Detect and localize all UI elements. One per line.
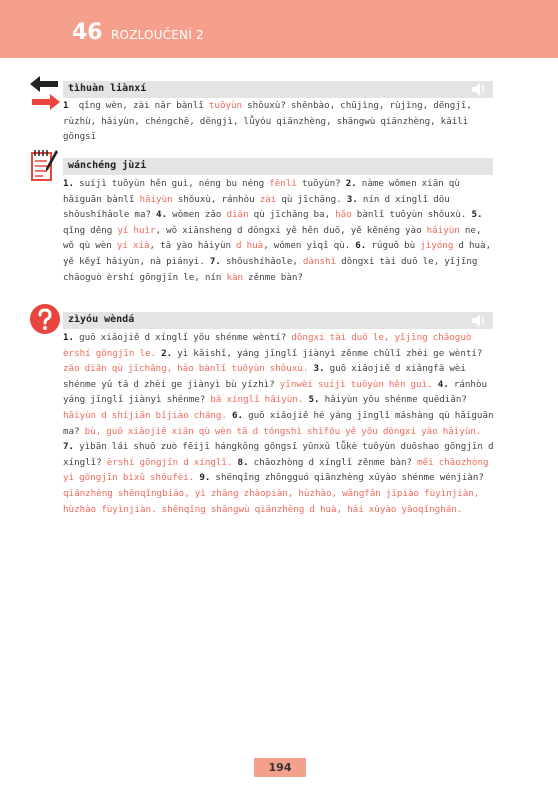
answer-text: bù, guō xiǎojiě xiān qù wèn tā d tóngshì shìfǒu yě yǒu dōngxi yào hǎiyùn. [84, 425, 482, 437]
item-number: 2. [345, 178, 357, 189]
question-text: yìbān lái shuō zuò fēijī hángkōng gōngsī yǔnxǔ lǚkè tuōyùn duōshao gōngjīn d xínglǐ? [63, 441, 494, 468]
item-number: 1. [63, 332, 75, 343]
arrows-icon [30, 76, 60, 110]
item-number: 5. [471, 209, 483, 221]
question-mark-icon [30, 304, 60, 334]
text: qǐng wèn, zài nǎr bànlǐ [78, 100, 209, 111]
question-text: chāozhòng d xínglǐ zěnme bàn? [248, 456, 418, 468]
answer-text: bǎ xínglǐ hǎiyùn. [210, 394, 304, 406]
question-text: hǎiyùn yǒu shénme quēdiǎn? [319, 394, 467, 406]
item-number: 4. [156, 209, 168, 221]
item-number: 6. [232, 409, 244, 421]
highlight-text: d huà [236, 240, 264, 252]
exercise-complete-sentences [63, 176, 495, 285]
question-text: guō xiǎojiě d xiǎngfǎ wèi shénme yǔ tā d zhèi ge jiànyì bù yízhì? [63, 363, 466, 390]
text: qǐng děng [63, 224, 118, 236]
item-number: 4. [437, 378, 449, 390]
section-title: wánchéng jùzi [68, 160, 147, 171]
item-number: 5. [308, 394, 320, 406]
exercise-paragraph [63, 176, 495, 285]
exercise-line [63, 98, 495, 145]
lesson-header-bar [0, 0, 558, 58]
notepad-pen-icon [31, 148, 59, 182]
item-number: 3. [313, 363, 325, 375]
question-text: ránhòu yáng jīnglǐ jiànyì shénme? [63, 378, 488, 406]
item-number: 9. [199, 472, 211, 484]
lesson-title: ROZLOUČENÍ 2 [111, 28, 204, 42]
highlight-text: hǎiyùn [139, 193, 173, 205]
text: nín d xínglǐ dōu shōushíhǎole ma? [63, 193, 450, 221]
text: nàme wǒmen xiān qù hǎiguān bànlǐ [63, 178, 460, 205]
text: dōngxi tài duō le, yǐjīng chāoguò èrshí gōngjīn le, nín [63, 255, 478, 283]
exercise-free-qa [63, 330, 495, 517]
question-text: yì kāishǐ, yáng jīnglǐ jiànyì zěnme chǔlǐ zhèi ge wèntí? [172, 347, 483, 359]
highlight-text: yí huìr [117, 224, 156, 236]
exercise-paragraph [63, 330, 495, 517]
section-header-wancheng [63, 158, 493, 175]
page-number-tab [254, 758, 306, 777]
highlight-text: tuōyùn [208, 100, 243, 111]
highlight-text: hǎo [335, 209, 352, 221]
section-header-tihuan [63, 81, 493, 98]
item-number: 8. [237, 456, 249, 468]
answer-text: qiānzhèng shēnqǐngbiǎo, yì zhāng zhàopiàn, hùzhào, wǎngfǎn jīpiào fùyìnjiàn, hùzhào fùyìnjiàn. shēnqǐng shāngwù qiānzhèng d huà, hái xūyào yāoqǐnghán. [63, 487, 480, 515]
lesson-number: 46 [72, 20, 103, 45]
item-number: 1. [63, 178, 75, 189]
page-number: 194 [268, 761, 292, 774]
text: rúguǒ bù [366, 240, 421, 252]
text: suíjì tuōyùn hěn guì, néng bu néng [74, 178, 270, 189]
answer-text: měi chāozhòng yì gōngjīn bìxū shōufèi. [63, 456, 489, 484]
answer-text: zǎo diǎn qù jīchǎng, hǎo bànlǐ tuōyùn shǒuxù. [63, 363, 309, 375]
text: , wǒmen yìqǐ qù. [263, 240, 356, 252]
text: qù jīchǎng. [276, 193, 347, 205]
text: wǒmen zǎo [167, 209, 227, 221]
item-number: 1 [63, 100, 69, 111]
item-number: 6. [355, 240, 367, 252]
question-text: guō xiǎojiě hé yáng jīnglǐ mǎshàng qù hǎiguān ma? [63, 409, 494, 437]
item-number: 2. [161, 347, 173, 359]
text: zěnme bàn? [243, 271, 303, 283]
audio-speaker-icon[interactable] [472, 83, 486, 96]
text: d huà, yě kěyǐ hǎiyùn, nà piányi. [63, 240, 492, 267]
text: , tā yào hǎiyùn [149, 240, 237, 252]
section-title: zìyóu wèndá [68, 314, 135, 325]
item-number: 7. [209, 255, 221, 267]
answer-text: èrshí gōngjīn d xínglǐ. [106, 456, 233, 468]
section-header-ziyou [63, 312, 493, 329]
highlight-text: jìyóng [420, 240, 454, 252]
question-text: guō xiǎojiě d xínglǐ yǒu shénme wèntí? [74, 332, 292, 343]
text: qù jīchǎng ba, [248, 209, 336, 221]
section-title: tìhuàn liànxí [68, 83, 147, 94]
highlight-text: kàn [226, 271, 244, 283]
highlight-text: diǎn [226, 209, 249, 221]
item-number: 7. [63, 441, 75, 453]
highlight-text: hǎiyùn [426, 224, 460, 236]
text: ne, wǒ qù wèn [63, 224, 482, 252]
exercise-substitution [63, 98, 495, 145]
highlight-text: dànshì [302, 255, 337, 267]
text: shǒuxù, ránhòu [172, 193, 260, 205]
text: tuōyùn? [296, 178, 346, 189]
highlight-text: zài [259, 193, 277, 205]
answer-text: yīnwèi suíjì tuōyùn hěn guì. [279, 378, 433, 390]
item-number: 3. [346, 193, 358, 205]
text: , wǒ xiānsheng d dōngxi yě hěn duō, yě kěnéng yào [155, 224, 427, 236]
text: bànlǐ tuōyùn shǒuxù. [351, 209, 472, 221]
highlight-text: fēnlì [269, 178, 297, 189]
answer-text: hǎiyùn d shíjiān bǐjiào cháng. [63, 409, 227, 421]
question-text: shēnqǐng zhōngguó qiānzhèng xūyào shénme wénjiàn? [210, 472, 484, 484]
text: shǒuxù? shēnbào, chūjìng, rùjìng, dēngjī, rùzhù, hǎiyùn, chéngchē, dēngjì, lǚyóu qiānzhèng, shāngwù qiānzhèng, kāilì gōngsī [63, 100, 472, 143]
answer-text: dōngxi tài duō le, yǐjīng chāoguò èrshí gōngjīn le. [63, 332, 472, 359]
highlight-text: yi xià [116, 240, 150, 252]
text: shōushíhǎole, [220, 255, 303, 267]
audio-speaker-icon[interactable] [472, 314, 486, 327]
